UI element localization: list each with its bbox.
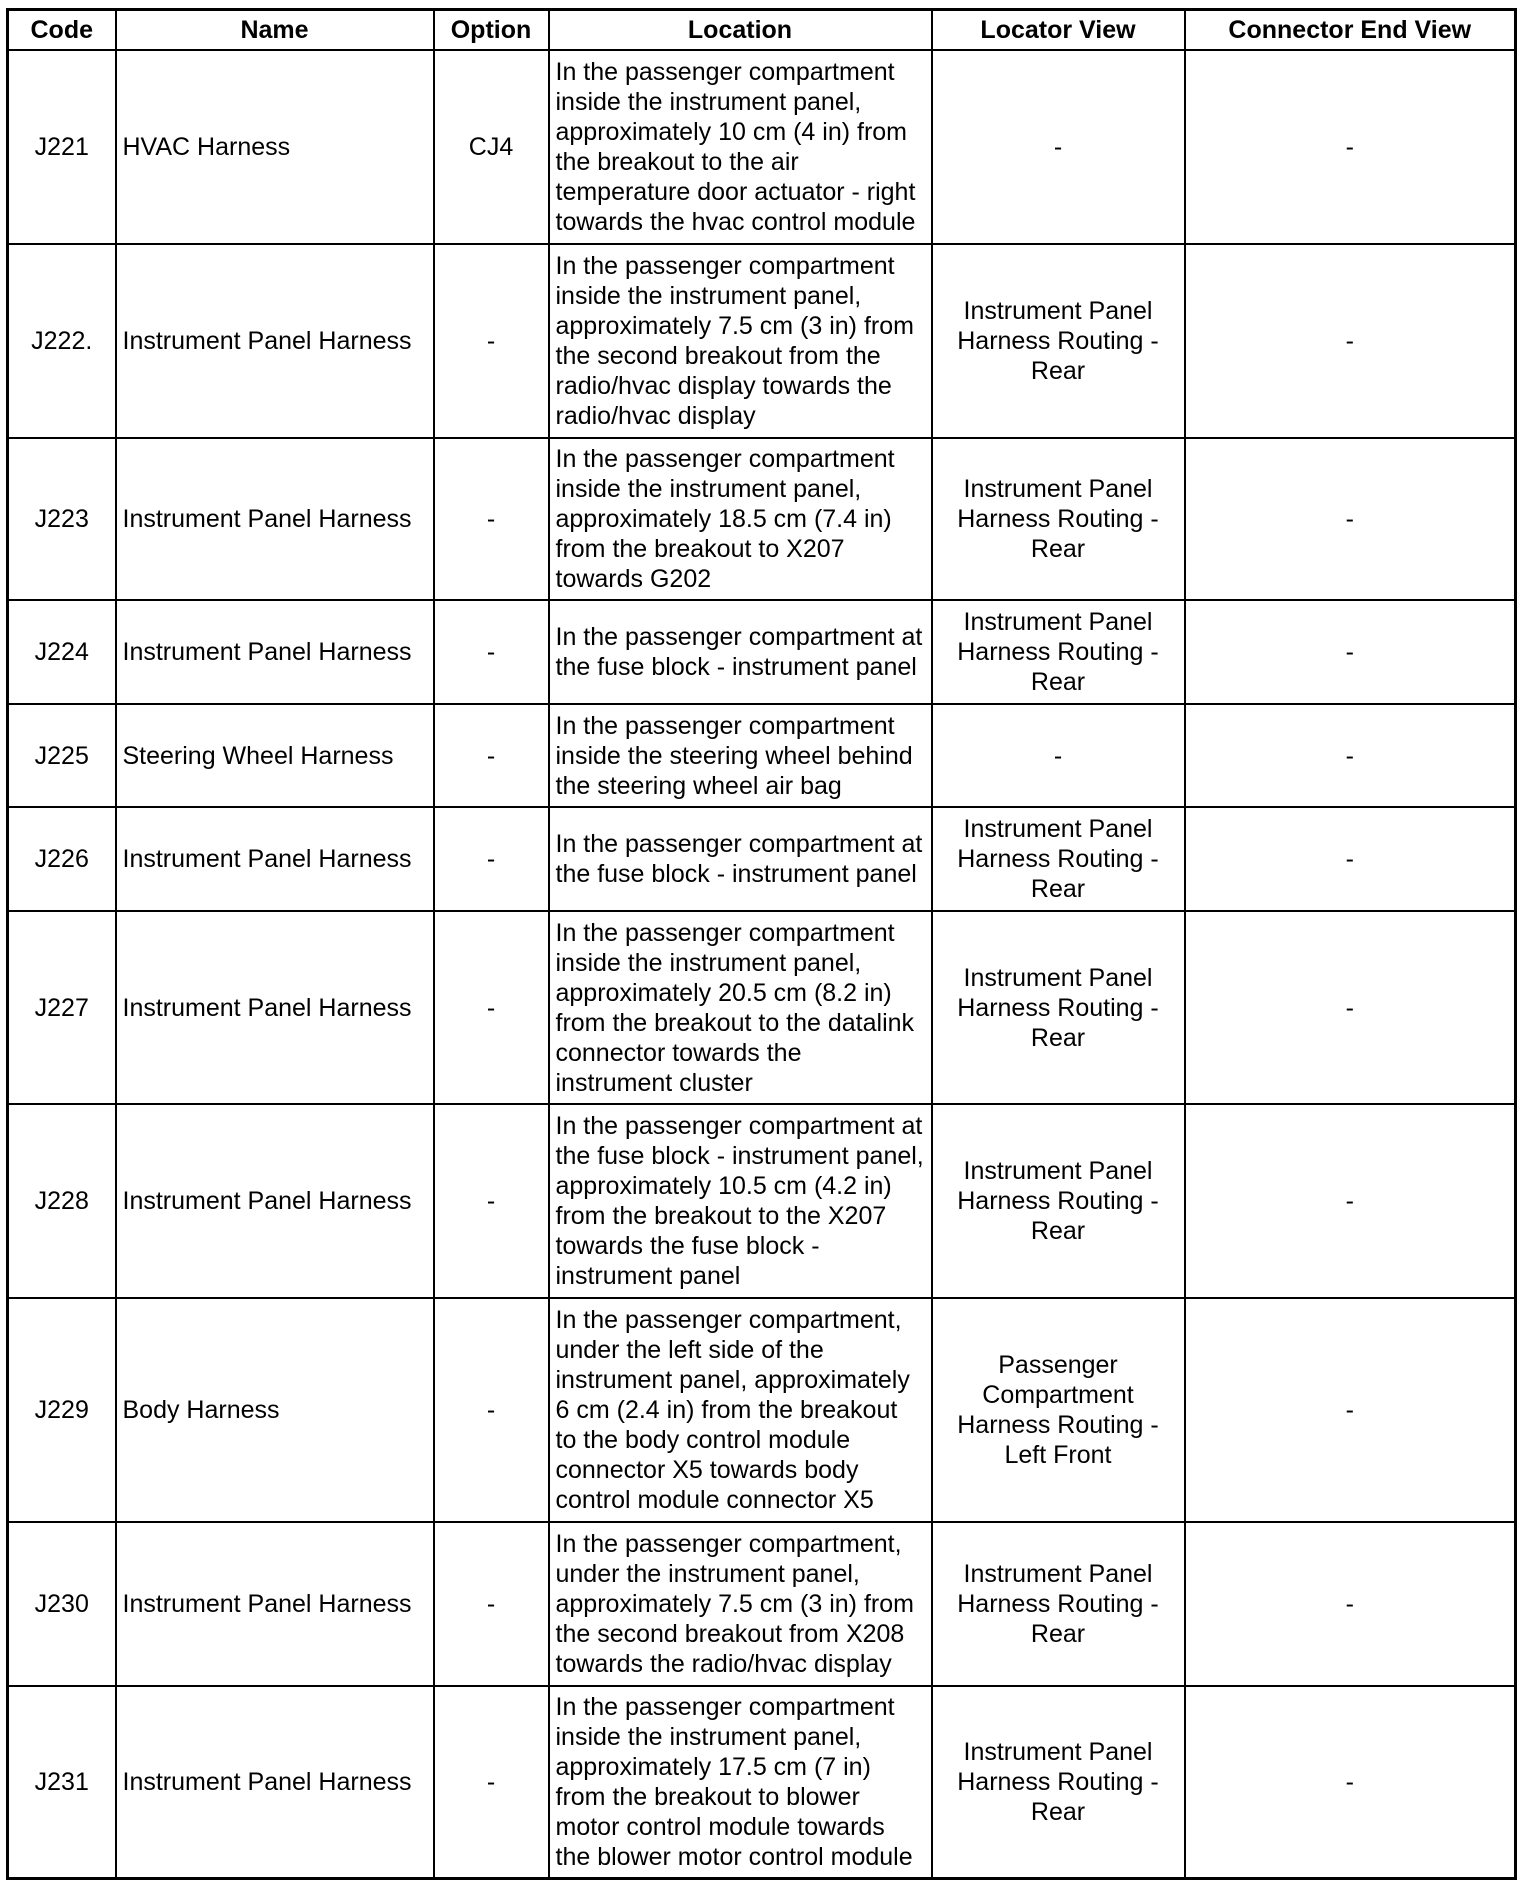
cell-location: In the passenger compartment at the fuse block - instrument panel [549,807,932,911]
cell-locator-view: Passenger Compartment Harness Routing - Left Front [932,1298,1185,1522]
cell-option: - [434,911,549,1104]
cell-connector-end-view: - [1185,911,1516,1104]
cell-locator-view: Instrument Panel Harness Routing - Rear [932,438,1185,600]
table-row [8,807,1516,911]
cell-name: Instrument Panel Harness [116,1104,434,1298]
cell-connector-end-view: - [1185,600,1516,704]
cell-option: - [434,1298,549,1522]
cell-option: CJ4 [434,50,549,244]
cell-name: Instrument Panel Harness [116,244,434,438]
cell-location: In the passenger compartment at the fuse block - instrument panel, approximately 10.5 cm (4.2 in) from the breakout to the X207 towards the fuse block - instrument panel [549,1104,932,1298]
cell-name: Body Harness [116,1298,434,1522]
cell-name: Instrument Panel Harness [116,807,434,911]
cell-code: J230 [8,1522,116,1686]
table-row [8,438,1516,600]
cell-name: Instrument Panel Harness [116,600,434,704]
cell-connector-end-view: - [1185,1686,1516,1878]
cell-option: - [434,1104,549,1298]
header-connector-end-view: Connector End View [1185,10,1516,51]
cell-location: In the passenger compartment at the fuse block - instrument panel [549,600,932,704]
cell-connector-end-view: - [1185,807,1516,911]
cell-location: In the passenger compartment, under the left side of the instrument panel, approximately 6 cm (2.4 in) from the breakout to the body control module connector X5 towards body control module connector X5 [549,1298,932,1522]
cell-option: - [434,244,549,438]
header-code: Code [8,10,116,51]
table-row [8,1298,1516,1522]
cell-locator-view: Instrument Panel Harness Routing - Rear [932,807,1185,911]
cell-locator-view: Instrument Panel Harness Routing - Rear [932,244,1185,438]
table-row [8,244,1516,438]
cell-name: Instrument Panel Harness [116,1686,434,1878]
table-row [8,1104,1516,1298]
cell-location: In the passenger compartment inside the instrument panel, approximately 17.5 cm (7 in) from the breakout to blower motor control module towards the blower motor control module [549,1686,932,1878]
cell-connector-end-view: - [1185,438,1516,600]
cell-code: J231 [8,1686,116,1878]
connector-table [6,8,1517,1880]
cell-option: - [434,807,549,911]
cell-option: - [434,600,549,704]
cell-name: HVAC Harness [116,50,434,244]
cell-locator-view: Instrument Panel Harness Routing - Rear [932,1522,1185,1686]
cell-name: Steering Wheel Harness [116,704,434,807]
table-row [8,911,1516,1104]
header-locator-view: Locator View [932,10,1185,51]
table-row [8,50,1516,244]
table-row [8,600,1516,704]
cell-locator-view: Instrument Panel Harness Routing - Rear [932,911,1185,1104]
cell-locator-view: - [932,704,1185,807]
cell-connector-end-view: - [1185,1522,1516,1686]
cell-connector-end-view: - [1185,244,1516,438]
table-row [8,1522,1516,1686]
cell-code: J227 [8,911,116,1104]
cell-locator-view: Instrument Panel Harness Routing - Rear [932,600,1185,704]
cell-name: Instrument Panel Harness [116,438,434,600]
cell-location: In the passenger compartment inside the instrument panel, approximately 18.5 cm (7.4 in) from the breakout to X207 towards G202 [549,438,932,600]
cell-location: In the passenger compartment, under the instrument panel, approximately 7.5 cm (3 in) from the second breakout from X208 towards the radio/hvac display [549,1522,932,1686]
cell-code: J221 [8,50,116,244]
cell-locator-view: Instrument Panel Harness Routing - Rear [932,1686,1185,1878]
cell-name: Instrument Panel Harness [116,911,434,1104]
cell-code: J223 [8,438,116,600]
cell-locator-view: Instrument Panel Harness Routing - Rear [932,1104,1185,1298]
cell-connector-end-view: - [1185,704,1516,807]
cell-code: J224 [8,600,116,704]
cell-location: In the passenger compartment inside the instrument panel, approximately 7.5 cm (3 in) from the second breakout from the radio/hvac display towards the radio/hvac display [549,244,932,438]
cell-code: J222. [8,244,116,438]
cell-connector-end-view: - [1185,50,1516,244]
table-row [8,1686,1516,1878]
cell-option: - [434,704,549,807]
header-option: Option [434,10,549,51]
header-name: Name [116,10,434,51]
cell-option: - [434,1686,549,1878]
cell-connector-end-view: - [1185,1104,1516,1298]
cell-connector-end-view: - [1185,1298,1516,1522]
cell-location: In the passenger compartment inside the instrument panel, approximately 10 cm (4 in) from the breakout to the air temperature door actuator - right towards the hvac control module [549,50,932,244]
table-row [8,704,1516,807]
cell-code: J225 [8,704,116,807]
cell-code: J226 [8,807,116,911]
header-location: Location [549,10,932,51]
cell-location: In the passenger compartment inside the steering wheel behind the steering wheel air bag [549,704,932,807]
header-row [8,10,1516,51]
cell-name: Instrument Panel Harness [116,1522,434,1686]
cell-code: J228 [8,1104,116,1298]
cell-locator-view: - [932,50,1185,244]
cell-location: In the passenger compartment inside the instrument panel, approximately 20.5 cm (8.2 in) from the breakout to the datalink connector towards the instrument cluster [549,911,932,1104]
cell-option: - [434,1522,549,1686]
cell-option: - [434,438,549,600]
cell-code: J229 [8,1298,116,1522]
